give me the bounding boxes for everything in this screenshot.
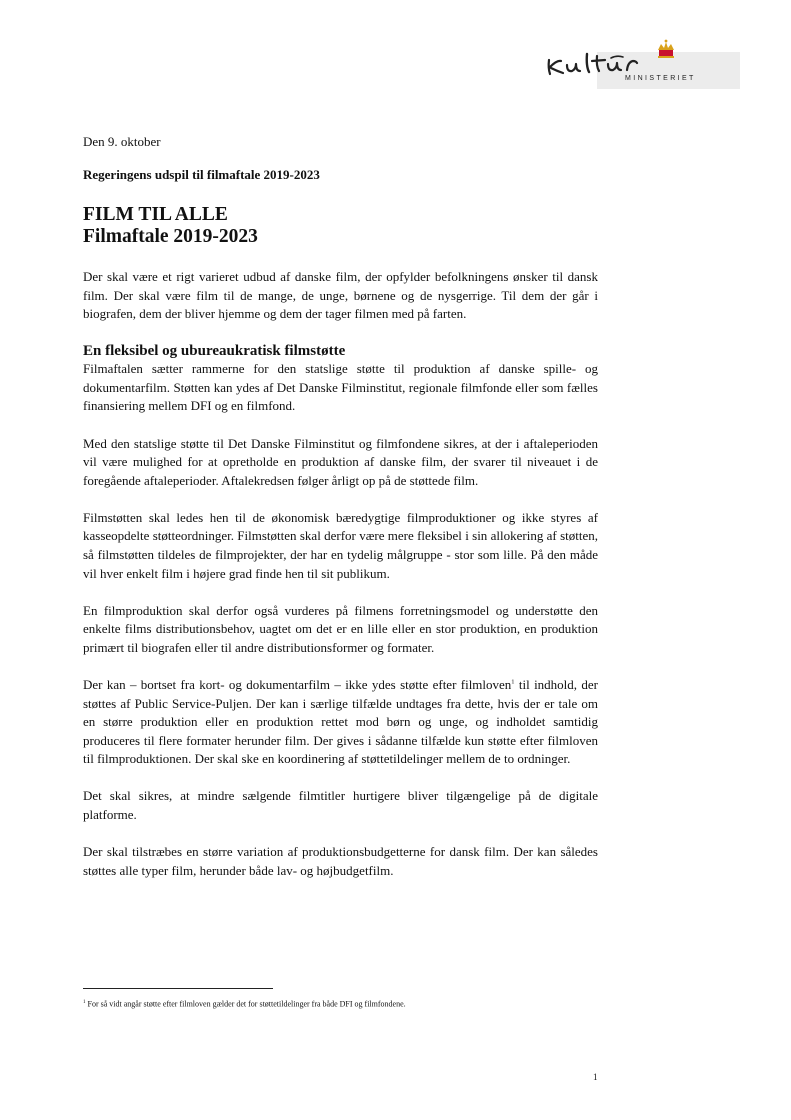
paragraph-7: Der skal tilstræbes en større variation af produktionsbudgetterne for dansk film. Der kan således støttes alle typer film, herunder både lav- og højbudgetfilm. <box>83 844 598 878</box>
paragraph-2: Med den statslige støtte til Det Danske Filminstitut og filmfondene sikres, at der i aftaleperioden vil være mulighed for at opretholde en produktion af danske film, der svarer til niveauet i de foregående aftaleperioder. Aftalekredsen følger årligt op på de støttede film. <box>83 435 598 488</box>
footnote <box>83 997 406 1010</box>
footnote-divider <box>83 988 273 989</box>
footnote-reference[interactable]: 1 <box>511 678 515 686</box>
title-line-1: FILM TIL ALLE <box>83 204 228 225</box>
kultur-script-icon <box>545 38 743 90</box>
paragraph-5 <box>83 676 598 769</box>
page-number: 1 <box>593 1072 598 1082</box>
document-date: Den 9. oktober <box>83 134 161 149</box>
intro-paragraph: Der skal være et rigt varieret udbud af danske film, der opfylder befolkningens ønsker til dansk film. Der skal være film til de mange, de unge, børnene og de nysgerrige. Til dem der går i biografen, dem der bliver hjemme og dem der tager filmen med på farten. <box>83 269 598 322</box>
paragraph-3: Filmstøtten skal ledes hen til de økonomisk bæredygtige filmproduktioner og ikke styres af kasseopdelte støtteordninger. Filmstøtten skal derfor være mere fleksibel i sin allokering af støtten, så filmstøtten tildeles de filmprojekter, der har en tydelig målgruppe - stor som lille. På den måde vil hver enkelt film i højere grad finde hen til sit publikum. <box>83 509 598 581</box>
logo-ministeriet-text: MINISTERIET <box>625 75 696 82</box>
paragraph-5-before: Der kan – bortset fra kort- og dokumentarfilm – ikke ydes støtte efter filmloven <box>83 677 512 692</box>
crown-icon <box>658 40 674 58</box>
section-heading: En fleksibel og ubureaukratisk filmstøtte <box>83 343 346 360</box>
footnote-marker: 1 <box>83 1000 86 1005</box>
footnote-text: For så vidt angår støtte efter filmloven gælder det for støttetildelinger fra både DFI og filmfondene. <box>85 999 406 1009</box>
paragraph-4: En filmproduktion skal derfor også vurderes på filmens forretningsmodel og understøtte den enkelte films distributionsbehov, uagtet om det er en lille eller en stor produktion, en produktion primært til biografen eller til andre distributionsformer og formater. <box>83 602 598 655</box>
document-body <box>83 132 598 899</box>
paragraph-1: Filmaftalen sætter rammerne for den statslige støtte til produktion af danske spille- og dokumentarfilm. Støtten kan ydes af Det Danske Filminstitut, regionale filmfonde eller som fælles finansiering mellem DFI og en filmfond. <box>83 361 598 414</box>
paragraph-5-after: til indhold, der støttes af Public Service-Puljen. Der kan i særlige tilfælde undtages fra dette, hvis der er tale om en større produktion eller en produktion rettet mod børn og unge, og indholdet samtidig produceres til flere formater herunder film. Der gives i sådanne tilfælde kun støtte efter filmloven til filmproduktionen. Der skal ske en koordinering af støttetildelinger mellem de to ordninger. <box>83 677 598 767</box>
document-title <box>83 204 598 248</box>
kulturministeriet-logo <box>545 38 743 90</box>
document-subject: Regeringens udspil til filmaftale 2019-2023 <box>83 167 320 182</box>
title-line-2: Filmaftale 2019-2023 <box>83 226 258 247</box>
paragraph-6: Det skal sikres, at mindre sælgende filmtitler hurtigere bliver tilgængelige på de digitale platforme. <box>83 788 598 823</box>
